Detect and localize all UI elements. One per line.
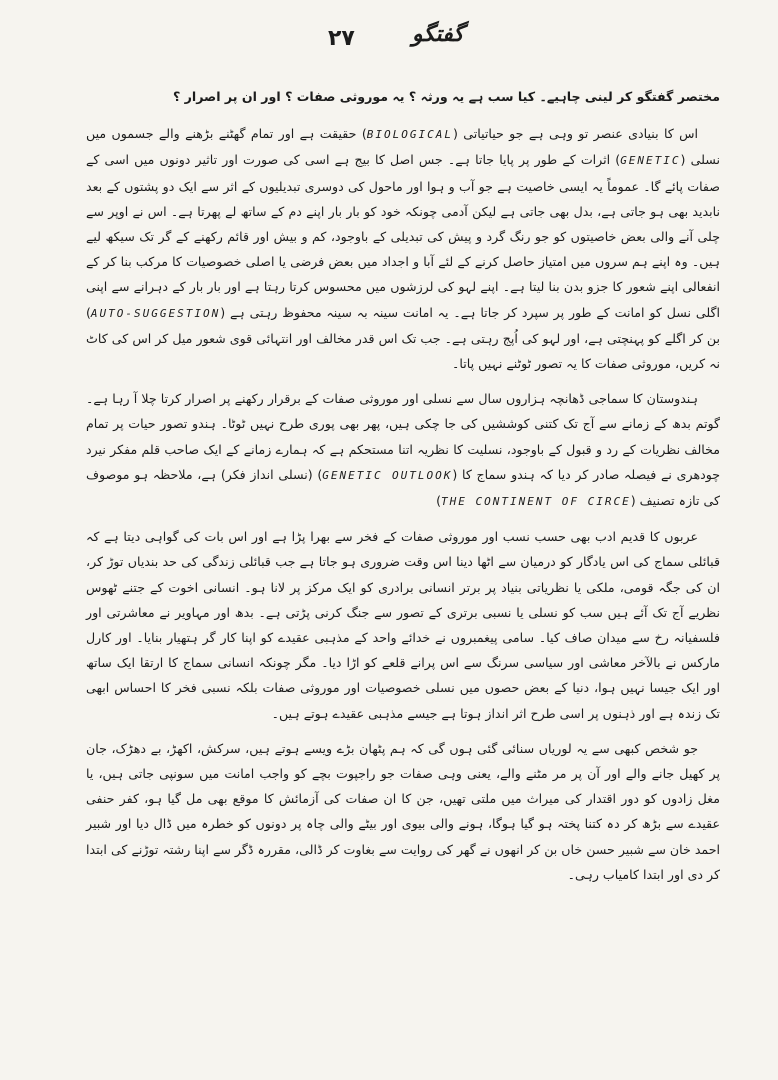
paragraph-text: ) حقیقت ہے اور تمام گھٹنے بڑھنے والے جسموں میں نسلی ( [86,126,720,168]
page-number: ۲۷ [328,26,355,51]
running-title: گفتگو [412,22,464,47]
page-header [0,18,778,58]
paragraph-text: مختصر گفتگو کر لینی چاہیے۔ کیا سب ہے یہ ورثہ ؟ یہ موروثی صفات ؟ اور ان پر اصرار ؟ [172,89,720,104]
paragraph-text: ہندوستان کا سماجی ڈھانچہ ہزاروں سال سے نسلی اور موروثی صفات کے برقرار رکھنے پر اصرار کرتا چلا آ رہا ہے۔ گوتم بدھ کے زمانے سے آج تک کتنی کوششیں کی جا چکی ہیں، پھر بھی پوری طرح نہیں ٹوٹا۔ ہندو تصور حیات پر تمام مخالف نظریات کے رد و قبول کے باوجود، نسلیت کا نظریہ اتنا مستحکم ہے کہ ہمارے زمانے کے ایک صاحب قلم مفکر نیرد چودھری نے فیصلہ صادر کر دیا کہ ہندو سماج کا ( [86,391,720,482]
paragraph-text: ) اثرات کے طور پر پایا جاتا ہے۔ جس اصل کا بیج ہے اسی کی صورت اور تاثیر دونوں میں اسی کے صفات پائے گا۔ عموماً یہ ایسی خاصیت ہے جو آب و ہوا اور ماحول کی دوسری تبدیلیوں کے اثر سے ایک دو پشتوں کے بعد نابدید بھی ہو جاتی ہے، بدل بھی جاتی ہے لیکن آدمی چونکہ خود کو بار بار اپنے دم کے ساتھ لے پھرتا ہے۔ اس نے اوپر سے چلی آنے والی بعض خاصیتوں کو جو رنگ گرد و پیش کی تبدیلی کے باوجود، کم و بیش اور قائم رکھنے کے گر تک سیکھ لیے ہیں۔ وہ اپنے ہم سروں میں امتیاز حاصل کرنے کے لئے آبا و اجداد میں بعض فرضی یا اصلی خصوصیات کا مرکب بنا کر کے انفعالی اپنے شعور کا جزو بدن بنا لیتا ہے۔ اپنے لہو کی لرزشوں میں محسوس کرتا رہتا ہے اور بار بار کے دہرانے سے اپنی اگلی نسل کو امانت کے طور پر سپرد کر جاتا ہے۔ یہ امانت سینہ بہ سینہ محفوظ رہتی ہے ( [86,152,720,320]
paragraph-text: ) (نسلی انداز فکر) ہے، ملاحظہ ہو موصوف کی تازہ تصنیف ( [86,466,720,509]
paragraph-text: اس کا بنیادی عنصر تو وہی ہے جو حیاتیاتی ( [452,126,699,142]
document-body [86,84,720,897]
paragraph-5 [86,736,720,887]
english-term-genetic: GENETIC [620,154,681,168]
english-term-auto-suggestion: AUTO-SUGGESTION [90,306,221,320]
paragraph-3 [86,386,720,514]
paragraph-text: ) [436,493,441,509]
english-term-genetic-outlook: GENETIC OUTLOOK [322,468,453,482]
english-term-continent-of-circe: THE CONTINENT OF CIRCE [441,495,631,509]
paragraph-1 [86,84,720,109]
paragraph-text: عربوں کا قدیم ادب بھی حسب نسب اور موروثی صفات کے فخر سے بھرا پڑا ہے اور اس بات کی گواہی دیتا ہے کہ قبائلی سماج کی اس یادگار کو درمیان سے اٹھا دینا اس وقت ضروری ہو جاتا ہے جب قبائلی زندگی کی حد بندیاں توڑ کر، ان کی جگہ قومی، ملکی یا نظریاتی بنیاد پر برتر انسانی برادری کو ایک مرکز پر لانا ہو۔ انسانی اخوت کے جتنے ٹھوس نظریے آج تک آئے ہیں سب کو نسلی یا نسبی برتری کے تصور سے جنگ کرنی پڑتی ہے۔ بدھ اور مہاویر نے معاشرتی اور فلسفیانہ رخ سے میدان صاف کیا۔ سامی پیغمبروں نے خدائے واحد کے مذہبی عقیدے کو اپنا کار گر ہتھیار بنایا۔ اور کارل مارکس نے بالآخر معاشی اور سیاسی سرنگ سے اس پرانے قلعے کو اڑا دیا۔ مگر چونکہ انسانی سماج کا ارتقا ایک ساتھ اور ایک جیسا نہیں ہوا، دنیا کے بعض حصوں میں نسلی خصوصیات اور موروثی صفات بلکہ نسبی فخر کا احساس ابھی تک زندہ ہے اور ذہنوں پر اسی طرح اثر انداز ہوتا ہے جیسے مذہبی عقیدے ہوتے ہیں۔ [86,529,720,721]
paragraph-text: ) بن کر اگلے کو پہنچتی ہے، اور لہو کی اُپج رہتی ہے۔ جب تک اس قدر مخالف اور انتہائی قوی شعور میل کر اس کی کاٹ نہ کریں، موروثی صفات کا یہ تصور ٹوٹنے نہیں پاتا۔ [86,304,720,372]
english-term-biological: BIOLOGICAL [366,128,453,142]
paragraph-4 [86,524,720,726]
paragraph-2 [86,121,720,376]
paragraph-text: جو شخص کبھی سے یہ لوریاں سنائی گئی ہوں گی کہ ہم پٹھان بڑے ویسے ہوتے ہیں، سرکش، اکھڑ، بے دھڑک، جان پر کھیل جانے والے اور آن پر مر مٹنے والے، یعنی وہی صفات جو راجپوت بچے کو واجب امانت میں سونپی جاتی ہیں، یا مغل زادوں کو دور اقتدار کی میراث میں ملتی تھیں، جن کا ان صفات کی آزمائش کا موقع بھی مل گیا ہو، کفر حنفی عقیدے سے بڑھ کر دہ کتنا پختہ ہو گیا ہوگا، ہونے والی بیوی اور بیٹے والی چاہ پر دونوں کو خطرہ میں ڈال دیا اور شبیر احمد خان سے شبیر حسن خاں بن کر انھوں نے گھر کی روایت سے بغاوت کر ڈالی، مقررہ ڈگر سے اپنا رشتہ توڑنے کی ابتدا کر دی اور ابتدا کامیاب رہی۔ [86,740,720,882]
